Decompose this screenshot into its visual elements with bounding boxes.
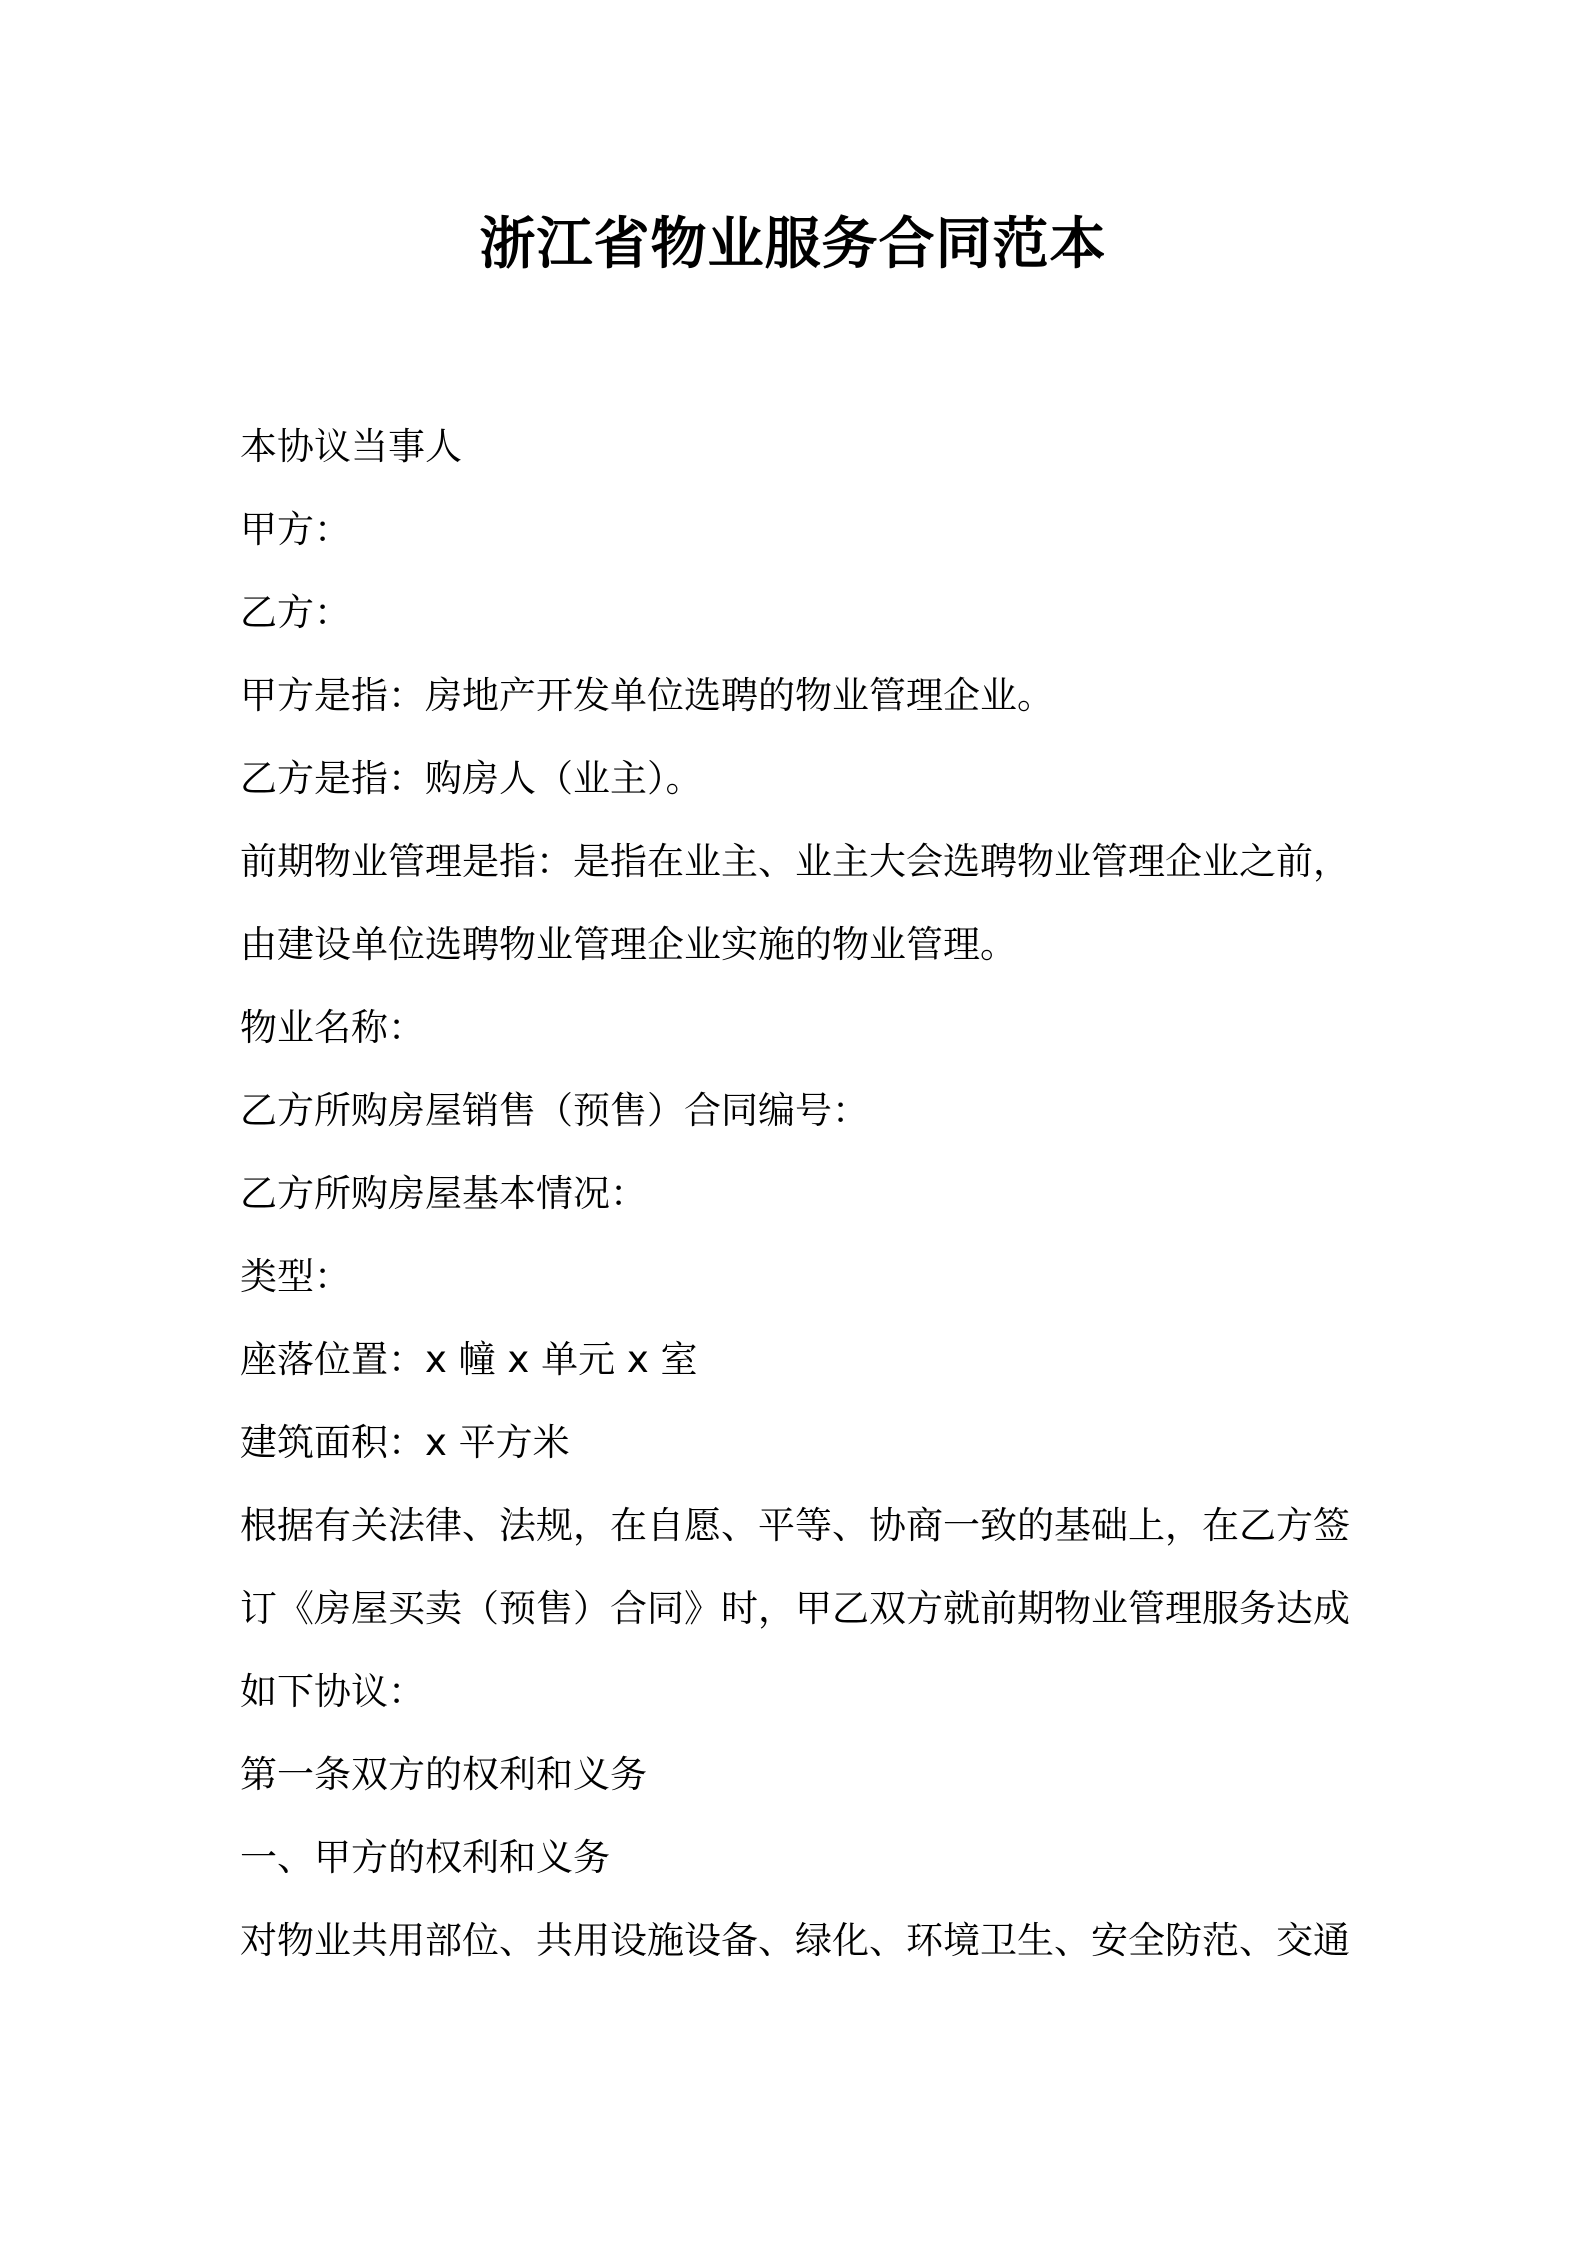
text-line: 如下协议：: [240, 1670, 425, 1713]
text-line: 物业名称：: [240, 1006, 425, 1049]
text-line: 类型：: [240, 1255, 351, 1298]
text-line: 乙方：: [240, 591, 351, 634]
document-body: [240, 405, 1360, 1982]
text-line: 建筑面积：x 平方米: [240, 1421, 570, 1464]
text-line: 订《房屋买卖（预售）合同》时，甲乙双方就前期物业管理服务达成: [240, 1587, 1350, 1630]
text-line: 座落位置：x 幢 x 单元 x 室: [240, 1338, 698, 1381]
text-line: 乙方所购房屋基本情况：: [240, 1172, 647, 1215]
text-line: 乙方是指：购房人（业主）。: [240, 757, 703, 800]
text-line: 对物业共用部位、共用设施设备、绿化、环境卫生、安全防范、交通: [240, 1919, 1350, 1962]
text-line: 根据有关法律、法规，在自愿、平等、协商一致的基础上，在乙方签: [240, 1504, 1350, 1547]
text-line: 第一条双方的权利和义务: [240, 1753, 647, 1796]
text-line: 一、甲方的权利和义务: [240, 1836, 610, 1879]
text-line: 由建设单位选聘物业管理企业实施的物业管理。: [240, 923, 1017, 966]
document-title: 浙江省物业服务合同范本: [479, 212, 1107, 277]
text-line: 乙方所购房屋销售（预售）合同编号：: [240, 1089, 869, 1132]
text-line: 甲方是指：房地产开发单位选聘的物业管理企业。: [240, 674, 1054, 717]
text-line: 前期物业管理是指：是指在业主、业主大会选聘物业管理企业之前，: [240, 840, 1350, 883]
text-line: 甲方：: [240, 508, 351, 551]
text-line: 本协议当事人: [240, 425, 462, 468]
